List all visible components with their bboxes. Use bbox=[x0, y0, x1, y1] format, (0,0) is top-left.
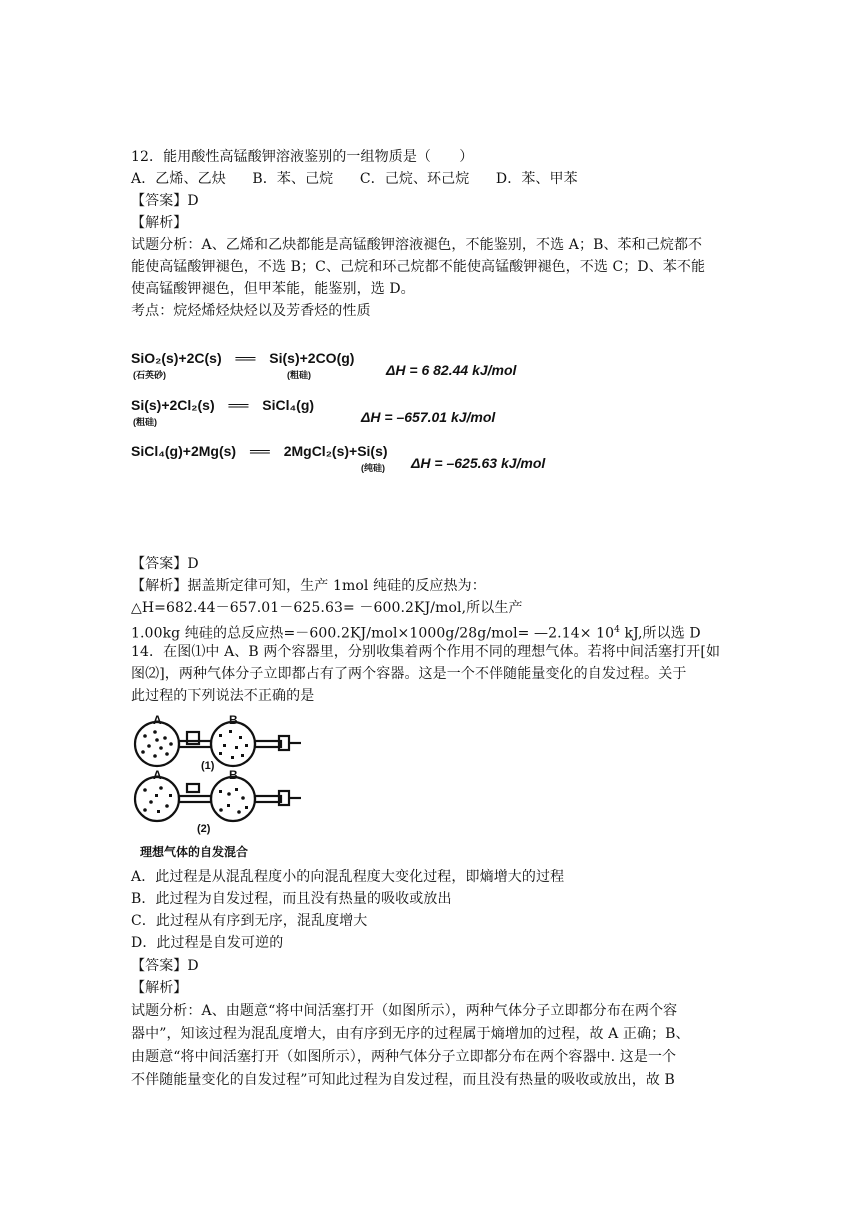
q14-answer: 【答案】D bbox=[131, 958, 199, 974]
gas-mixing-figure bbox=[131, 714, 311, 844]
q12-option-c: C．己烷、环己烷 bbox=[359, 171, 470, 187]
connector-2 bbox=[179, 796, 211, 802]
container-a-2 bbox=[135, 777, 179, 821]
fig1-label-number: (1) bbox=[201, 760, 215, 772]
figure-caption: 理想气体的自发混合 bbox=[140, 845, 249, 859]
q14-question-line-1: 14．在图⑴中 A、B 两个容器里，分别收集着两个作用不同的理想气体。若将中间活塞打开[如 bbox=[131, 644, 721, 660]
fig2-label-a: A bbox=[153, 768, 162, 782]
equation-2 bbox=[131, 397, 496, 427]
equation-2-sub-left: (粗硅) bbox=[133, 417, 157, 427]
stopcock-1 bbox=[187, 732, 199, 744]
q14-analysis-line-1: 试题分析：A、由题意“将中间活塞打开（如图所示），两种气体分子立即都分布在两个容 bbox=[131, 1003, 678, 1019]
q14-analysis-line-2: 器中”，知该过程为混乱度增大，由有序到无序的过程属于熵增加的过程，故 A 正确；B、 bbox=[131, 1026, 690, 1042]
q13-line-3-b: kJ,所以选 D bbox=[619, 625, 701, 642]
equation-2-delta-h: ΔH = –657.01 kJ/mol bbox=[361, 409, 496, 425]
equation-3-arrow: ══ bbox=[249, 443, 270, 459]
outlet-2 bbox=[255, 796, 281, 802]
q12-option-d: D．苯、甲苯 bbox=[495, 171, 578, 187]
equation-1-sub-left: (石英砂) bbox=[133, 370, 166, 380]
equation-2-arrow: ══ bbox=[228, 397, 249, 413]
molecules-row-2 bbox=[143, 786, 248, 814]
q14-option-b: B．此过程为自发过程，而且没有热量的吸收或放出 bbox=[131, 891, 452, 907]
equation-1-lhs: SiO₂(s)+2C(s) bbox=[131, 350, 222, 366]
q12-answer: 【答案】D bbox=[131, 193, 199, 209]
fig1-label-b: B bbox=[229, 714, 238, 727]
q14-option-a: A．此过程是从混乱程度小的向混乱程度大变化过程，即熵增大的过程 bbox=[131, 869, 565, 885]
equation-3 bbox=[131, 443, 546, 473]
equation-1-arrow: ══ bbox=[235, 350, 256, 366]
q14-analysis-line-3: 由题意“将中间活塞打开（如图所示），两种气体分子立即都分布在两个容器中. 这是一个 bbox=[131, 1049, 677, 1065]
q14-question-line-3: 此过程的下列说法不正确的是 bbox=[131, 688, 315, 704]
q12-kaodian: 考点：烷烃烯烃炔烃以及芳香烃的性质 bbox=[131, 303, 371, 319]
q14-analysis-label: 【解析】 bbox=[131, 980, 188, 996]
q12-analysis-line-2: 能使高锰酸钾褪色，不选 B；C、己烷和环己烷都不能使高锰酸钾褪色，不选 C；D、苯不能 bbox=[131, 259, 706, 275]
fig2-label-number: (2) bbox=[197, 823, 211, 835]
container-b-1 bbox=[211, 722, 255, 766]
equation-1-delta-h: ΔH = 6 82.44 kJ/mol bbox=[386, 362, 517, 378]
q12-options bbox=[131, 168, 600, 190]
q13-analysis: 【解析】据盖斯定律可知，生产 1mol 纯硅的反应热为： bbox=[131, 578, 486, 594]
q12-option-a: A．乙烯、乙炔 bbox=[131, 171, 226, 187]
figure-row-2 bbox=[135, 777, 301, 821]
q13-line-3-a: 1.00kg 纯硅的总反应热=－600.2KJ/mol×1000g/28g/mol= —2.14× 10 bbox=[131, 625, 615, 642]
equation-3-delta-h: ΔH = –625.63 kJ/mol bbox=[411, 455, 546, 471]
q14-option-c: C．此过程从有序到无序，混乱度增大 bbox=[131, 913, 368, 929]
equation-3-sub-right: (纯硅) bbox=[361, 463, 385, 473]
q14-analysis-line-4: 不伴随能量变化的自发过程”可知此过程为自发过程，而且没有热量的吸收或放出，故 B bbox=[131, 1072, 675, 1088]
q12-question: 12．能用酸性高锰酸钾溶液鉴别的一组物质是（ ） bbox=[131, 149, 474, 165]
fig2-label-b: B bbox=[229, 768, 238, 782]
outlet-1 bbox=[255, 741, 281, 747]
container-b-2 bbox=[211, 777, 255, 821]
stopcock-2-open bbox=[187, 784, 199, 792]
q13-line-3-sup: 4 bbox=[614, 625, 620, 635]
q12-option-b: B．苯、己烷 bbox=[252, 171, 334, 187]
equation-3-rhs: 2MgCl₂(s)+Si(s) bbox=[283, 443, 388, 459]
equation-2-rhs: SiCl₄(g) bbox=[262, 397, 315, 413]
q14-question-line-2: 图⑵]，两种气体分子立即都占有了两个容器。这是一个不伴随能量变化的自发过程。关于 bbox=[131, 666, 687, 682]
equation-1-rhs: Si(s)+2CO(g) bbox=[269, 350, 355, 366]
q12-analysis-label: 【解析】 bbox=[131, 215, 188, 231]
equation-3-lhs: SiCl₄(g)+2Mg(s) bbox=[131, 443, 237, 459]
q13-answer: 【答案】D bbox=[131, 556, 199, 572]
equation-1 bbox=[131, 350, 517, 380]
fig1-label-a: A bbox=[153, 714, 162, 727]
figure-row-1 bbox=[135, 722, 301, 766]
equation-1-sub-right: (粗硅) bbox=[287, 370, 311, 380]
equation-2-lhs: Si(s)+2Cl₂(s) bbox=[131, 397, 215, 413]
q12-analysis-line-3: 使高锰酸钾褪色，但甲苯能，能鉴别，选 D。 bbox=[131, 281, 415, 297]
q14-option-d: D．此过程是自发可逆的 bbox=[131, 935, 284, 951]
q12-analysis-line-1: 试题分析：A、乙烯和乙炔都能是高锰酸钾溶液褪色，不能鉴别，不选 A；B、苯和己烷都不 bbox=[131, 237, 703, 253]
q13-line-2: △Η=682.44－657.01－625.63= －600.2KJ/mol,所以生产 bbox=[131, 600, 523, 616]
